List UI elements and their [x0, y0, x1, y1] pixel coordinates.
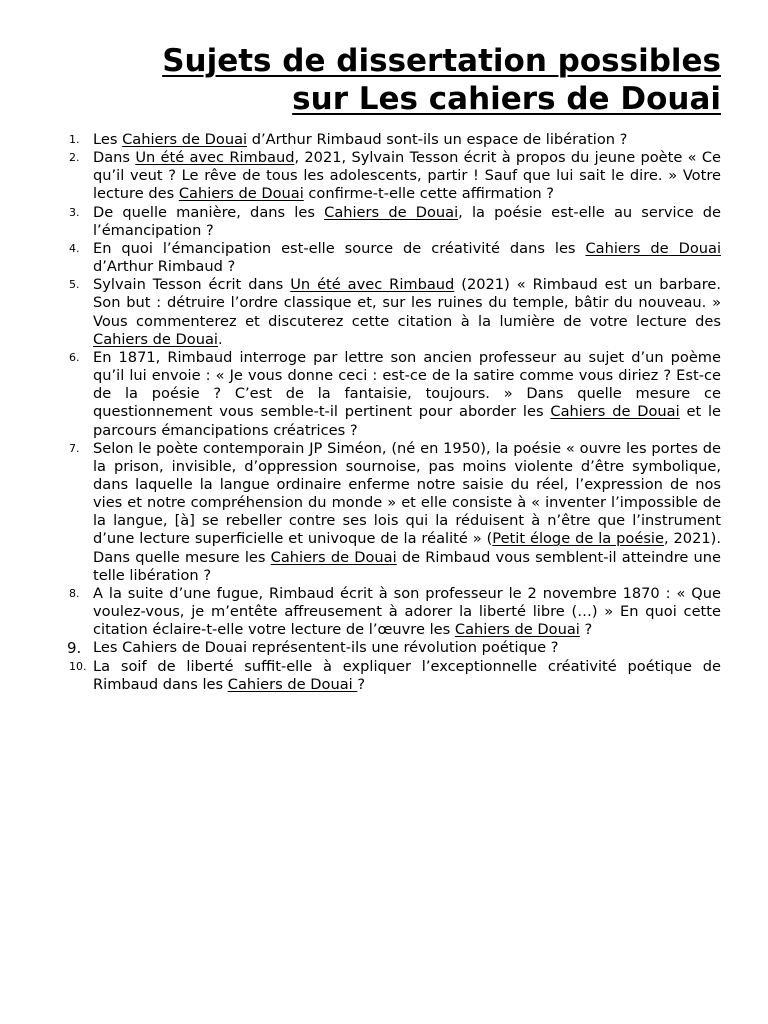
work-title: Petit éloge de la poésie [492, 530, 664, 548]
subjects-list [67, 131, 722, 694]
subject-number: 10. [69, 659, 87, 673]
subject-item-9 [67, 639, 721, 658]
subject-text: De quelle manière, dans les Cahiers de Douai, la poésie est-elle au service de l’émancipation ? [93, 203, 722, 239]
work-title: Un été avec Rimbaud [290, 276, 455, 294]
subject-item-10 [69, 657, 721, 694]
subject-number: 6. [69, 350, 80, 364]
subject-text: Dans Un été avec Rimbaud, 2021, Sylvain Tesson écrit à propos du jeune poète « Ce qu’il veut ? Le rêve de tous les adolescents, partir ! Sauf que lui sait le dire. » Votre lecture des Cahiers de Douai confirme-t-elle cette affirmation ? [93, 149, 721, 203]
title-line-2: sur Les cahiers de Douai [292, 81, 721, 117]
subject-number: 2. [69, 151, 80, 165]
subject-number: 7. [69, 441, 80, 455]
work-title: Cahiers de Douai [585, 239, 721, 257]
subject-number: 8. [69, 586, 80, 600]
subject-item-7 [69, 439, 722, 585]
subject-item-3 [69, 203, 722, 240]
subject-text: La soif de liberté suffit-elle à expliquer l’exceptionnelle créativité poétique de Rimbaud dans les Cahiers de Douai ? [93, 657, 721, 693]
subject-number: 5. [69, 278, 80, 292]
subject-number: 1. [69, 133, 80, 146]
work-title: Cahiers de Douai [227, 675, 358, 693]
subject-item-4 [69, 239, 721, 276]
work-title: Un été avec Rimbaud [135, 149, 295, 167]
work-title: Cahiers de Douai [93, 330, 218, 348]
subject-item-8 [69, 584, 721, 639]
subject-item-2 [69, 149, 721, 203]
subject-number: 3. [69, 205, 80, 219]
subject-text: Les Cahiers de Douai représentent-ils une révolution poétique ? [93, 639, 559, 657]
subject-item-1 [69, 131, 721, 149]
work-title: Cahiers de Douai [324, 203, 459, 221]
subject-text: Les Cahiers de Douai d’Arthur Rimbaud sont-ils un espace de libération ? [93, 131, 628, 148]
subject-item-5 [69, 276, 722, 349]
work-title: Cahiers de Douai [454, 621, 580, 639]
subject-text: En 1871, Rimbaud interroge par lettre son ancien professeur au sujet d’un poème qu’il lui envoie : « Je vous donne ceci : est-ce de la satire comme vous diriez ? Est-ce de la poésie ? C’est de la fantaisie, toujours. » Dans quelle mesure ce questionnement vous semble-t-il pertinent pour aborder les Cahiers de Douai et le parcours émancipations créatrices ? [93, 348, 722, 439]
subject-item-6 [69, 348, 722, 440]
work-title: Cahiers de Douai [122, 131, 248, 148]
subject-number: 4. [69, 241, 80, 255]
title-line-1: Sujets de dissertation possibles [162, 43, 721, 79]
subject-text: En quoi l’émancipation est-elle source de créativité dans les Cahiers de Douai d’Arthur Rimbaud ? [93, 239, 721, 276]
document-title [60, 42, 721, 118]
subject-text: Sylvain Tesson écrit dans Un été avec Rimbaud (2021) « Rimbaud est un barbare. Son but : détruire l’ordre classique et, sur les ruines du temple, bâtir du nouveau. » Vous commenterez et discuterez cette citation à la lumière de votre lecture des Cahiers de Douai. [93, 276, 722, 348]
subject-number: 9. [67, 639, 82, 658]
work-title: Cahiers de Douai [550, 403, 680, 421]
subject-text: A la suite d’une fugue, Rimbaud écrit à son professeur le 2 novembre 1870 : « Que voulez-vous, je m’entête affreusement à adorer la liberté libre (…) » En quoi cette citation éclaire-t-elle votre lecture de l’œuvre les Cahiers de Douai ? [93, 584, 721, 639]
work-title: Cahiers de Douai [178, 185, 304, 203]
work-title: Cahiers de Douai [270, 548, 397, 566]
subject-text: Selon le poète contemporain JP Siméon, (né en 1950), la poésie « ouvre les portes de la prison, invisible, d’oppression sournoise, pas moins violente d’être symbolique, dans laquelle la langue ordinaire enferme notre saisie du réel, l’expression de nos vies et notre compréhension du monde » et elle consiste à « inventer l’impossible de la langue, [à] se rebeller contre ses lois qui la réduisent à n’être que l’instrument d’une lecture superficielle et univoque de la réalité » (Petit éloge de la poésie, 2021). Dans quelle mesure les Cahiers de Douai de Rimbaud vous semblent-il atteindre une telle libération ? [93, 439, 722, 584]
